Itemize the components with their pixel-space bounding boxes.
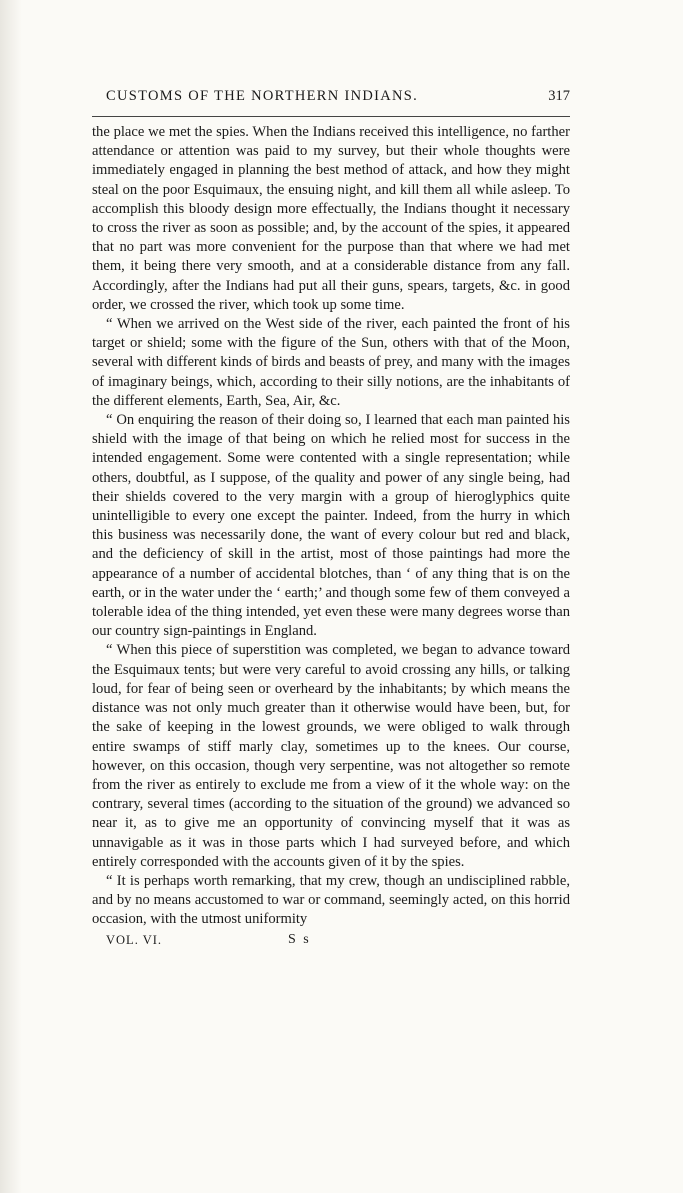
- paragraph-shield-painting: “ When we arrived on the West side of the river, each painted the front of his target or shield; some with the figure of the Sun, others with that of the Moon, several with different kinds of birds and beasts of prey, and many with the images of imaginary beings, which, according to their silly notions, are the inhabitants of the different elements, Earth, Sea, Air, &c.: [92, 316, 570, 409]
- body-text: [92, 123, 570, 930]
- paragraph-advance: “ When this piece of superstition was completed, we began to advance toward the Esquimaux tents; but were very careful to avoid crossing any hills, or talking loud, for fear of being seen or overheard by the inhabitants; by which means the distance was not only much greater than it otherwise would have been, but, for the sake of keeping in the lowest grounds, we were obliged to walk through entire swamps of stiff marly clay, sometimes up to the knees. Our course, however, on this occasion, though very serpentine, was not altogether so remote from the river as entirely to exclude me from a view of it the whole way: on the contrary, several times (according to the situation of the ground) we advanced so near it, as to give me an opportunity of convincing myself that it was as unnavigable as it was in those parts which I had surveyed before, and which entirely corresponded with the accounts given of it by the spies.: [92, 642, 570, 870]
- page-footer: [92, 931, 570, 953]
- page-number: 317: [548, 88, 570, 104]
- paragraph-continuation: the place we met the spies. When the Indians received this intelligence, no farther attendance or attention was paid to my survey, but their whole thoughts were immediately engaged in planning the best method of attack, and how they might steal on the poor Esquimaux, the ensuing night, and kill them all while asleep. To accomplish this bloody design more effectually, the Indians thought it necessary to cross the river as soon as possible; and, by the account of the spies, it appeared that no part was more convenient for the purpose than that where we had met them, it being there very smooth, and at a considerable distance from any fall. Accordingly, after the Indians had put all their guns, spears, targets, &c. in good order, we crossed the river, which took up some time.: [92, 124, 570, 313]
- page-edge-shadow: [0, 0, 22, 1193]
- volume-mark: VOL. VI.: [106, 932, 163, 947]
- running-head: [92, 86, 570, 117]
- paragraph-crew: “ It is perhaps worth remarking, that my crew, though an undisciplined rabble, and by no means accustomed to war or command, seemingly acted, on this horrid occasion, with the utmost uniformity: [92, 872, 570, 928]
- running-title: CUSTOMS OF THE NORTHERN INDIANS.: [106, 88, 419, 104]
- paragraph-shield-reason: “ On enquiring the reason of their doing so, I learned that each man painted his shield with the image of that being on which he relied most for success in the intended engagement. Some were contented with a single representation; while others, doubtful, as I suppose, of the quality and power of any single being, had their shields covered to the very margin with a group of hieroglyphics quite unintelligible to every one except the painter. Indeed, from the hurry in which this business was necessarily done, the want of every colour but red and black, and the deficiency of skill in the artist, most of those paintings had more the appearance of a number of accidental blotches, than ‘ of any thing that is on the earth, or in the water under the ‘ earth;’ and though some few of them conveyed a tolerable idea of the thing intended, yet even these were many degrees worse than our country sign-paintings in England.: [92, 412, 570, 640]
- signature-mark: S s: [288, 931, 311, 947]
- book-page: [92, 86, 570, 953]
